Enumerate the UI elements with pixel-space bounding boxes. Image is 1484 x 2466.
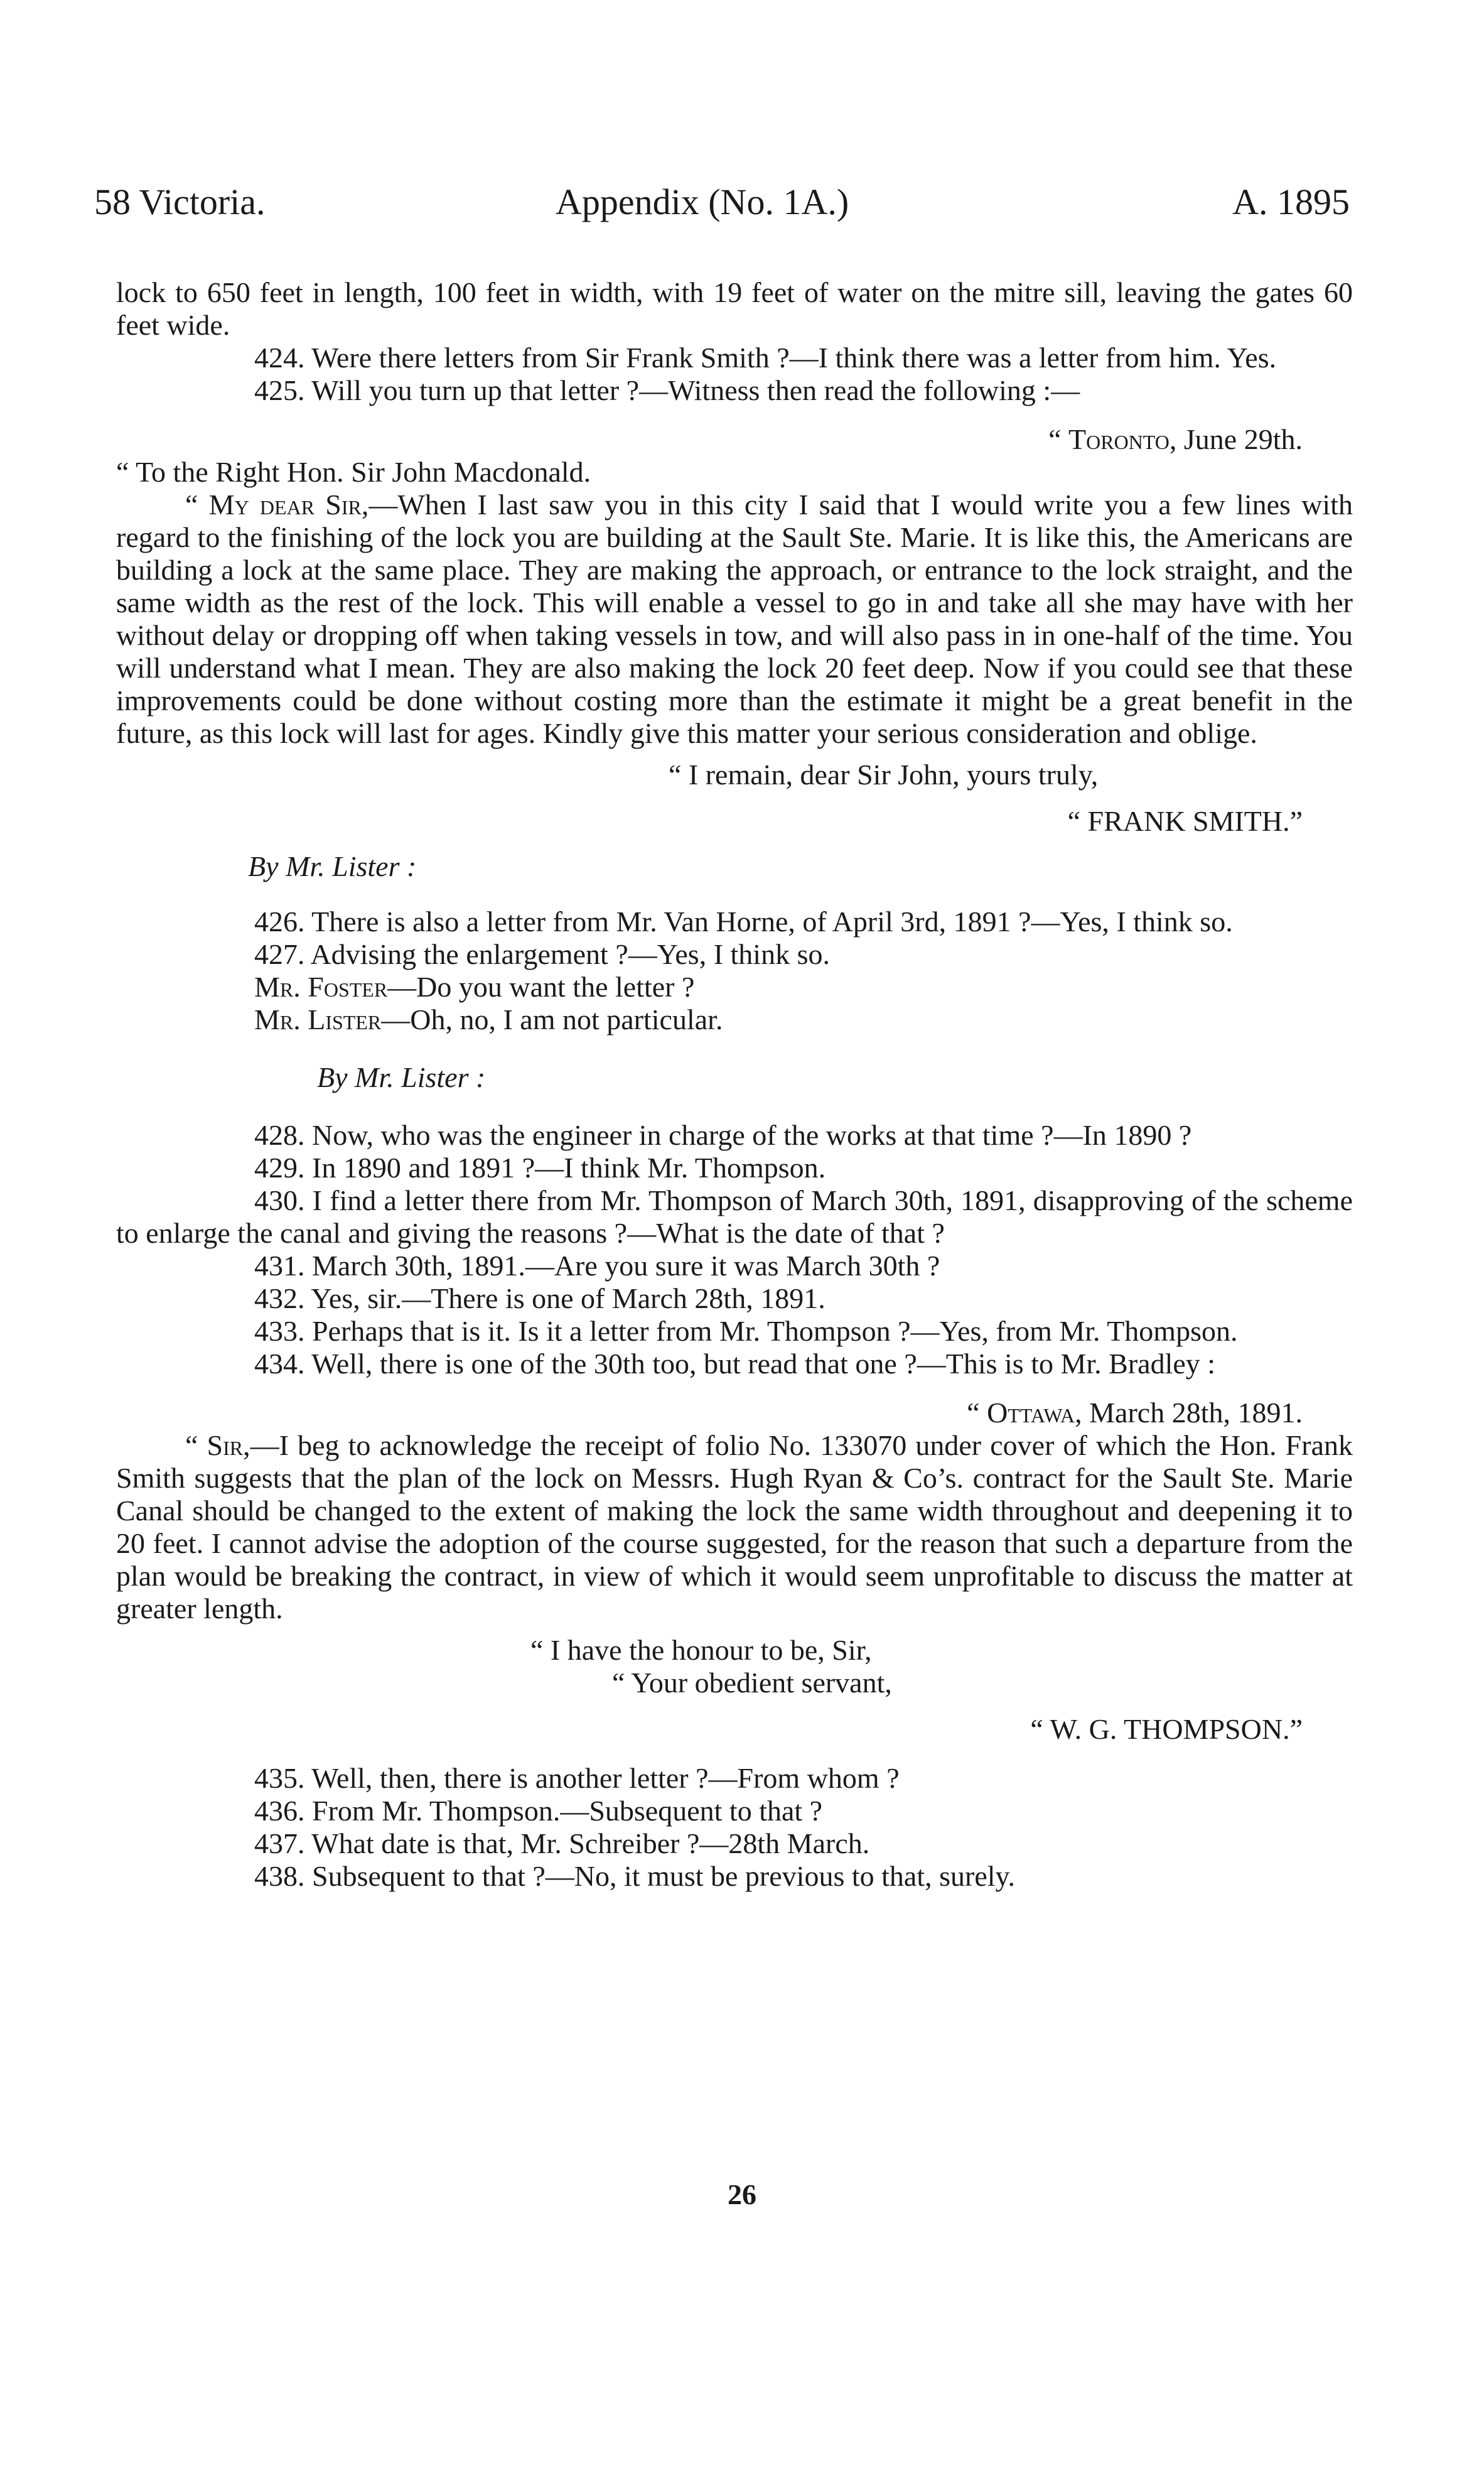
letter2-signoff-2: “ Your obedient servant,: [612, 1667, 892, 1699]
letter1-signature: “ FRANK SMITH.”: [1067, 805, 1303, 837]
question-426: 426. There is also a letter from Mr. Van Horne, of April 3rd, 1891 ?—Yes, I think so.: [254, 906, 1233, 938]
remark-foster: Mr. Foster—Do you want the letter ?: [254, 971, 695, 1003]
header-appendix: Appendix (No. 1A.): [556, 181, 849, 222]
question-429: 429. In 1890 and 1891 ?—I think Mr. Thompson.: [254, 1152, 826, 1184]
question-431: 431. March 30th, 1891.—Are you sure it was March 30th ?: [254, 1250, 940, 1282]
letter1-date: “ Toronto, June 29th.: [1048, 423, 1303, 455]
header-session: 58 Victoria.: [94, 181, 266, 222]
letter1-body: “ My dear Sir,—When I last saw you in this city I said that I would write you a few lines with regard to the finishing of the lock you are building at the Sault Ste. Marie. It is like this, the Americans are building a lock at the same place. They are making the approach, or entrance to the lock straight, and the same width as the rest of the lock. This will enable a vessel to go in and take all she may have with her without delay or dropping off when taking vessels in tow, and will also pass in in one-half of the time. You will understand what I mean. They are also making the lock 20 feet deep. Now if you could see that these improvements could be done without costing more than the estimate it might be a great benefit in the future, as this lock will last for ages. Kindly give this matter your serious consideration and oblige.: [116, 489, 1353, 749]
header-year: A. 1895: [1232, 181, 1350, 222]
question-435: 435. Well, then, there is another letter ?—From whom ?: [254, 1762, 900, 1794]
page-body: [116, 276, 1353, 1893]
question-425: 425. Will you turn up that letter ?—Witness then read the following :—: [254, 374, 1080, 406]
letter2-signature: “ W. G. THOMPSON.”: [1030, 1713, 1303, 1745]
letter1-signoff: “ I remain, dear Sir John, yours truly,: [669, 759, 1099, 791]
question-438: 438. Subsequent to that ?—No, it must be previous to that, surely.: [254, 1860, 1016, 1892]
letter1-addressee: “ To the Right Hon. Sir John Macdonald.: [116, 456, 591, 488]
question-430: 430. I find a letter there from Mr. Thompson of March 30th, 1891, disapproving of the scheme to enlarge the canal and giving the reasons ?—What is the date of that ?: [116, 1184, 1353, 1249]
examiner-heading-1: By Mr. Lister :: [248, 850, 417, 882]
examiner-heading-2: By Mr. Lister :: [317, 1061, 486, 1093]
remark-lister: Mr. Lister—Oh, no, I am not particular.: [254, 1003, 723, 1036]
letter2-date: “ Ottawa, March 28th, 1891.: [967, 1397, 1303, 1429]
letter2-salutation: “ Sir,: [185, 1429, 250, 1461]
question-436: 436. From Mr. Thompson.—Subsequent to that ?: [254, 1795, 823, 1827]
page-number: 26: [728, 2178, 756, 2210]
question-437: 437. What date is that, Mr. Schreiber ?—28th March.: [254, 1827, 870, 1859]
question-433: 433. Perhaps that is it. Is it a letter from Mr. Thompson ?—Yes, from Mr. Thompson.: [254, 1315, 1238, 1347]
question-424: 424. Were there letters from Sir Frank Smith ?—I think there was a letter from him. Yes.: [254, 342, 1277, 374]
letter2-body: “ Sir,—I beg to acknowledge the receipt of folio No. 133070 under cover of which the Hon. Frank Smith suggests that the plan of the lock on Messrs. Hugh Ryan & Co’s. contract for the Sault Ste. Marie Canal should be changed to the extent of making the lock the same width throughout and deepening it to 20 feet. I cannot advise the adoption of the course suggested, for the reason that such a departure from the plan would be breaking the contract, in view of which it would seem unprofitable to discuss the matter at greater length.: [116, 1429, 1353, 1625]
question-428: 428. Now, who was the engineer in charge of the works at that time ?—In 1890 ?: [254, 1119, 1192, 1151]
question-432: 432. Yes, sir.—There is one of March 28th, 1891.: [254, 1282, 825, 1314]
letter2-signoff-1: “ I have the honour to be, Sir,: [530, 1634, 872, 1666]
running-head: [94, 181, 1350, 231]
paragraph-continuation: lock to 650 feet in length, 100 feet in width, with 19 feet of water on the mitre sill, leaving the gates 60 feet wide.: [116, 276, 1353, 341]
letter1-salutation: “ My dear Sir,: [185, 489, 369, 521]
question-427: 427. Advising the enlargement ?—Yes, I think so.: [254, 938, 830, 970]
question-434: 434. Well, there is one of the 30th too, but read that one ?—This is to Mr. Bradley :: [254, 1348, 1216, 1380]
